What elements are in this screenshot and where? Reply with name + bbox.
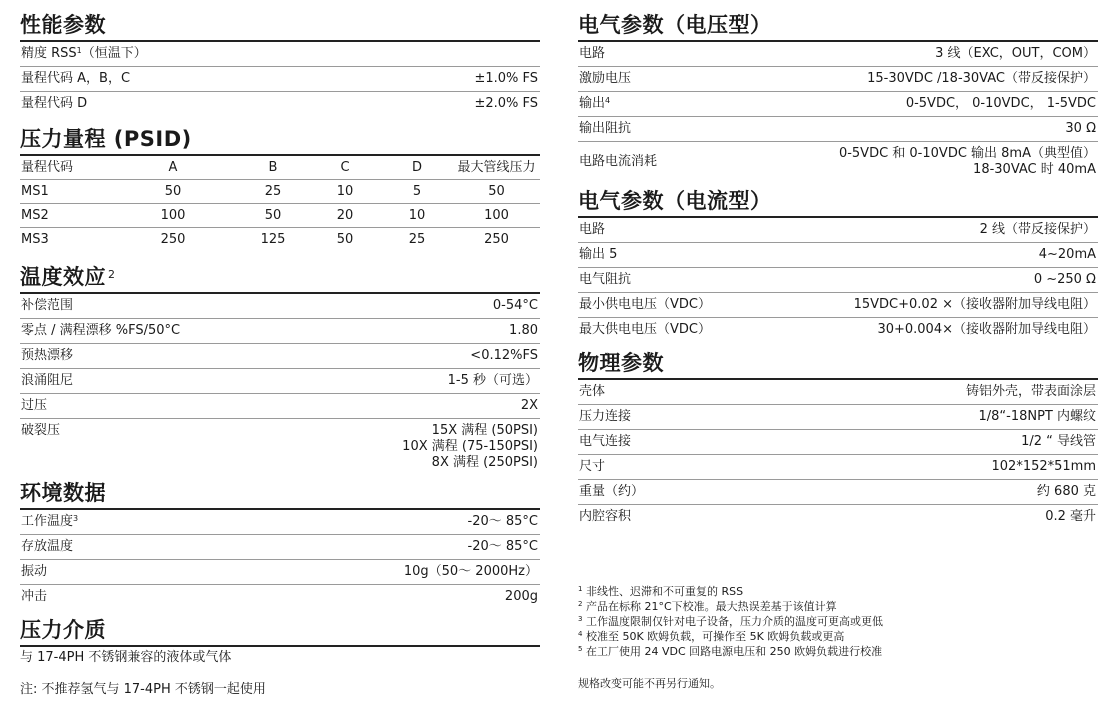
range-cell: 50 [488, 184, 505, 199]
spec-label: 最小供电电压（VDC） [579, 297, 711, 312]
spec-row [578, 480, 1098, 505]
range-header-cell: A [168, 160, 178, 175]
spec-row [20, 344, 540, 369]
spec-value: 0 ~250 Ω [1033, 272, 1096, 287]
range-cell: 50 [164, 184, 182, 199]
range-header-cell: B [268, 160, 278, 175]
range-header-cell: 量程代码 [21, 160, 74, 175]
spec-value: 1.80 [509, 323, 538, 338]
spec-label: 输出$^4$ [579, 96, 611, 111]
spec-value: ±1.0% FS [474, 71, 538, 86]
spec-label: 尺寸 [579, 459, 606, 474]
spec-row [578, 218, 1098, 243]
range-cell: MS1 [21, 184, 49, 199]
footnote: $^3$ 工作温度限制仅针对电子设备，压力介质的温度可更高或更低 [578, 615, 883, 628]
spec-row [20, 560, 540, 585]
spec-row [20, 319, 540, 344]
spec-label: 破裂压 [21, 423, 61, 438]
spec-row [20, 294, 540, 319]
spec-label: 量程代码 D [21, 96, 88, 111]
spec-label: 电路 [579, 222, 606, 237]
spec-value: 0-54°C [492, 298, 538, 313]
footnote: $^2$ 产品在标称 21°C下校准。最大热误差基于该值计算 [578, 600, 837, 613]
spec-row [578, 268, 1098, 293]
spec-row [20, 92, 540, 116]
elec-voltage-title: 电气参数（电压型） [578, 12, 1098, 42]
range-cell: 100 [160, 208, 186, 223]
spec-value: -20～ 85°C [467, 539, 538, 554]
spec-row [20, 394, 540, 419]
media-note: 注: 不推荐氢气与 17-4PH 不锈钢一起使用 [20, 682, 266, 697]
range-row [20, 204, 540, 228]
range-cell: 5 [412, 184, 422, 199]
spec-label: 壳体 [579, 384, 606, 399]
spec-label: 补偿范围 [21, 298, 74, 313]
spec-label: 电气连接 [579, 434, 632, 449]
range-cell: 10 [408, 208, 426, 223]
spec-value: 30 Ω [1065, 121, 1096, 136]
physical-title: 物理参数 [578, 350, 1098, 380]
spec-value: 10g（50～ 2000Hz） [403, 564, 538, 579]
range-header-cell: D [411, 160, 422, 175]
spec-value: 102*152*51mm [991, 459, 1096, 474]
spec-label: 最大供电电压（VDC） [579, 322, 711, 337]
elec-voltage-section [578, 12, 1098, 181]
physical-section [578, 350, 1098, 529]
spec-row [578, 42, 1098, 67]
spec-label: 工作温度$^3$ [21, 514, 79, 529]
spec-label: 输出阻抗 [579, 121, 632, 136]
range-cell: 20 [336, 208, 354, 223]
range-cell: MS2 [21, 208, 49, 223]
spec-row [578, 455, 1098, 480]
elec-current-section [578, 188, 1098, 342]
range-cell: 25 [408, 232, 426, 247]
spec-label: 重量（约） [579, 484, 645, 499]
spec-value: 4~20mA [1038, 247, 1096, 262]
range-cell: 250 [484, 232, 509, 247]
range-cell: 10 [336, 184, 354, 199]
spec-value: 0-5VDC 和 0-10VDC 输出 8mA（典型值） 18-30VAC 时 40mA [838, 146, 1096, 177]
media-text: 与 17-4PH 不锈钢兼容的液体或气体 [20, 650, 232, 665]
range-cell: MS3 [21, 232, 49, 247]
spec-label: 量程代码 A，B，C [21, 71, 131, 86]
spec-value: 1-5 秒（可选） [447, 373, 538, 388]
spec-label: 精度 RSS$^1$（恒温下） [21, 46, 147, 61]
spec-label: 冲击 [21, 589, 48, 604]
spec-label: 输出 5 [579, 247, 618, 262]
range-header-row [20, 156, 540, 180]
spec-value: 15X 满程 (50PSI) 10X 满程 (75-150PSI) 8X 满程 (250PSI) [402, 423, 538, 470]
spec-value: 2X [520, 398, 538, 413]
performance-section [20, 12, 540, 116]
spec-row [578, 243, 1098, 268]
spec-row [578, 405, 1098, 430]
range-row [20, 228, 540, 251]
spec-value: 15-30VDC /18-30VAC（带反接保护） [867, 71, 1096, 86]
spec-row [578, 117, 1098, 142]
spec-value: 200g [504, 589, 538, 604]
footnote: $^5$ 在工厂使用 24 VDC 回路电源电压和 250 欧姆负载进行校准 [578, 645, 883, 658]
range-cell: 250 [160, 232, 186, 247]
range-header-cell: 最大管线压力 [457, 160, 536, 175]
range-cell: 25 [264, 184, 282, 199]
spec-row [20, 67, 540, 92]
spec-label: 存放温度 [21, 539, 74, 554]
spec-value: 30+0.004×（接收器附加导线电阻） [877, 322, 1096, 337]
performance-title: 性能参数 [20, 12, 540, 42]
range-row [20, 180, 540, 204]
spec-label: 压力连接 [579, 409, 632, 424]
spec-value: ±2.0% FS [474, 96, 538, 111]
spec-value: 约 680 克 [1036, 484, 1096, 499]
media-title: 压力介质 [20, 617, 540, 647]
spec-value: -20～ 85°C [467, 514, 538, 529]
footnotes [578, 584, 1098, 691]
media-section [20, 617, 540, 698]
spec-label: 内腔容积 [579, 509, 632, 524]
spec-value: 15VDC+0.02 ×（接收器附加导线电阻） [853, 297, 1096, 312]
spec-value: 3 线（EXC，OUT，COM） [935, 46, 1096, 61]
spec-row [20, 585, 540, 609]
spec-row [578, 430, 1098, 455]
footnote: $^4$ 校准至 50K 欧姆负载，可操作至 5K 欧姆负载或更高 [578, 630, 845, 643]
spec-value: 0-5VDC， 0-10VDC， 1-5VDC [905, 96, 1096, 111]
spec-row [578, 293, 1098, 318]
spec-row [578, 92, 1098, 117]
spec-row [578, 318, 1098, 342]
temperature-title: 温度效应 $^2$ [20, 264, 540, 294]
range-cell: 125 [260, 232, 286, 247]
spec-value: 0.2 毫升 [1045, 509, 1096, 524]
spec-label: 浪涌阻尼 [21, 373, 74, 388]
environment-title: 环境数据 [20, 480, 540, 510]
spec-row [578, 142, 1098, 181]
range-cell: 50 [264, 208, 282, 223]
range-header-cell: C [340, 160, 350, 175]
disclaimer: 规格改变可能不再另行通知。 [578, 677, 721, 690]
spec-label: 振动 [21, 564, 48, 579]
spec-row [20, 42, 540, 67]
spec-row [20, 535, 540, 560]
spec-label: 预热漂移 [21, 348, 74, 363]
temperature-section [20, 264, 540, 474]
spec-value: 1/8“-18NPT 内螺纹 [978, 409, 1096, 424]
spec-value: 2 线（带反接保护） [979, 222, 1096, 237]
spec-row [20, 419, 540, 474]
spec-label: 零点 / 满程漂移 %FS/50°C [21, 323, 181, 338]
spec-label: 过压 [21, 398, 48, 413]
elec-current-title: 电气参数（电流型） [578, 188, 1098, 218]
footnote: $^1$ 非线性、迟滞和不可重复的 RSS [578, 585, 744, 598]
environment-section [20, 480, 540, 609]
pressure-range-title: 压力量程 (PSID) [20, 126, 540, 156]
spec-row [578, 505, 1098, 529]
pressure-range-section [20, 126, 540, 251]
spec-row [20, 510, 540, 535]
range-cell: 100 [484, 208, 509, 223]
spec-label: 电路 [579, 46, 606, 61]
range-cell: 50 [336, 232, 354, 247]
spec-value: 1/2 “ 导线管 [1021, 434, 1096, 449]
spec-value: 铸铝外壳，带表面涂层 [965, 384, 1096, 399]
spec-row [578, 380, 1098, 405]
spec-label: 激励电压 [579, 71, 632, 86]
spec-label: 电气阻抗 [579, 272, 632, 287]
spec-row [20, 369, 540, 394]
spec-value: <0.12%FS [470, 348, 538, 363]
spec-row [578, 67, 1098, 92]
spec-label: 电路电流消耗 [579, 154, 658, 169]
